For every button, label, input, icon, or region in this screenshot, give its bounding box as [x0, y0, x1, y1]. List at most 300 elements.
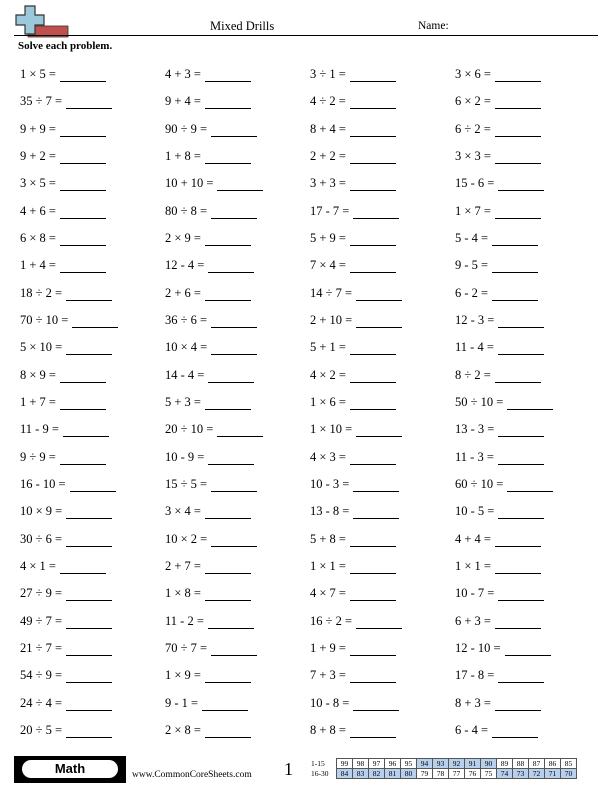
problem-text: 70 ÷ 7 = [165, 641, 208, 656]
problem-row [20, 553, 600, 580]
answer-blank[interactable] [350, 726, 396, 738]
answer-blank[interactable] [211, 644, 257, 656]
problem [165, 340, 310, 355]
answer-blank[interactable] [356, 316, 402, 328]
problem-text: 2 + 10 = [310, 313, 353, 328]
problem [20, 395, 165, 410]
problem-text: 3 + 3 = [310, 176, 346, 191]
problem [310, 313, 455, 328]
problem-text: 11 - 9 = [20, 422, 59, 437]
answer-blank[interactable] [205, 398, 251, 410]
score-cell: 97 [369, 759, 385, 769]
answer-blank[interactable] [211, 343, 257, 355]
answer-blank[interactable] [495, 152, 541, 164]
score-cell: 99 [337, 759, 353, 769]
problem [310, 204, 455, 219]
problem [165, 231, 310, 246]
problem [310, 122, 455, 137]
answer-blank[interactable] [495, 371, 541, 383]
answer-blank[interactable] [495, 699, 541, 711]
problem-row [20, 635, 600, 662]
answer-blank[interactable] [60, 234, 106, 246]
answer-blank[interactable] [66, 507, 112, 519]
problem [310, 231, 455, 246]
problem [20, 67, 165, 82]
answer-blank[interactable] [63, 425, 109, 437]
problem [455, 668, 600, 683]
problem [165, 532, 310, 547]
problem [310, 286, 455, 301]
problem-text: 11 - 4 = [455, 340, 494, 355]
answer-blank[interactable] [205, 507, 251, 519]
answer-blank[interactable] [202, 699, 248, 711]
problem [310, 149, 455, 164]
answer-blank[interactable] [350, 234, 396, 246]
problem-text: 2 + 2 = [310, 149, 346, 164]
problem-text: 9 - 1 = [165, 695, 199, 710]
problem [165, 122, 310, 137]
problem-text: 5 × 10 = [20, 340, 63, 355]
problem-text: 4 × 7 = [310, 586, 346, 601]
problem-row [20, 170, 600, 197]
answer-blank[interactable] [495, 97, 541, 109]
problem-text: 10 - 9 = [165, 449, 205, 464]
problem-text: 9 ÷ 9 = [20, 449, 56, 464]
answer-blank[interactable] [353, 699, 399, 711]
answer-blank[interactable] [211, 316, 257, 328]
problem [310, 641, 455, 656]
answer-blank[interactable] [217, 425, 263, 437]
problem [20, 614, 165, 629]
answer-blank[interactable] [66, 343, 112, 355]
score-row [310, 759, 577, 769]
problem-text: 5 + 1 = [310, 340, 346, 355]
answer-blank[interactable] [498, 425, 544, 437]
score-cell: 74 [497, 769, 513, 779]
problem [455, 559, 600, 574]
problem [310, 532, 455, 547]
answer-blank[interactable] [211, 125, 257, 137]
answer-blank[interactable] [217, 179, 263, 191]
problem [165, 368, 310, 383]
problem-text: 2 + 7 = [165, 559, 201, 574]
answer-blank[interactable] [507, 398, 553, 410]
problem-text: 1 × 1 = [455, 559, 491, 574]
subject-label: Math [22, 760, 118, 778]
problem-text: 36 ÷ 6 = [165, 313, 208, 328]
problem [310, 668, 455, 683]
problem-row [20, 198, 600, 225]
problem-text: 1 × 10 = [310, 422, 353, 437]
problem-text: 7 × 4 = [310, 258, 346, 273]
problem-text: 54 ÷ 9 = [20, 668, 63, 683]
answer-blank[interactable] [498, 179, 544, 191]
problem-text: 8 × 9 = [20, 367, 56, 382]
score-cell: 98 [353, 759, 369, 769]
problem [165, 204, 310, 219]
answer-blank[interactable] [492, 261, 538, 273]
answer-blank[interactable] [350, 371, 396, 383]
problem [310, 586, 455, 601]
problem-text: 14 ÷ 7 = [310, 285, 353, 300]
problem [20, 204, 165, 219]
problem [455, 258, 600, 273]
problem-text: 14 - 4 = [165, 367, 205, 382]
problem [20, 477, 165, 492]
problem [455, 614, 600, 629]
answer-blank[interactable] [353, 480, 399, 492]
problem [165, 286, 310, 301]
answer-blank[interactable] [356, 425, 402, 437]
answer-blank[interactable] [498, 589, 544, 601]
answer-blank[interactable] [350, 671, 396, 683]
problem [455, 122, 600, 137]
problem [455, 231, 600, 246]
problem [310, 614, 455, 629]
score-table [310, 758, 577, 779]
answer-blank[interactable] [495, 617, 541, 629]
problem [165, 614, 310, 629]
problem-text: 1 × 8 = [165, 586, 201, 601]
problem [455, 395, 600, 410]
problem-text: 3 × 4 = [165, 504, 201, 519]
answer-blank[interactable] [492, 726, 538, 738]
problem [310, 696, 455, 711]
problem [455, 641, 600, 656]
problem-row [20, 225, 600, 252]
answer-blank[interactable] [350, 152, 396, 164]
score-cell: 89 [497, 759, 513, 769]
answer-blank[interactable] [208, 453, 254, 465]
answer-blank[interactable] [350, 179, 396, 191]
answer-blank[interactable] [70, 480, 116, 492]
problem-text: 3 × 3 = [455, 149, 491, 164]
answer-blank[interactable] [211, 207, 257, 219]
problem-text: 1 + 4 = [20, 258, 56, 273]
answer-blank[interactable] [350, 453, 396, 465]
problem-text: 9 + 4 = [165, 94, 201, 109]
answer-blank[interactable] [498, 453, 544, 465]
problem-row [20, 362, 600, 389]
score-cell: 88 [513, 759, 529, 769]
answer-blank[interactable] [495, 562, 541, 574]
problem-text: 6 × 2 = [455, 94, 491, 109]
problem [310, 559, 455, 574]
answer-blank[interactable] [60, 70, 106, 82]
answer-blank[interactable] [353, 507, 399, 519]
score-cell: 96 [385, 759, 401, 769]
score-cell: 79 [417, 769, 433, 779]
answer-blank[interactable] [353, 207, 399, 219]
problem-row [20, 498, 600, 525]
problem-text: 6 + 3 = [455, 613, 491, 628]
problem [455, 723, 600, 738]
problem [20, 340, 165, 355]
answer-blank[interactable] [66, 671, 112, 683]
answer-blank[interactable] [60, 453, 106, 465]
answer-blank[interactable] [356, 289, 402, 301]
problem [165, 723, 310, 738]
problem [165, 559, 310, 574]
answer-blank[interactable] [498, 507, 544, 519]
answer-blank[interactable] [60, 398, 106, 410]
answer-blank[interactable] [66, 589, 112, 601]
problem-text: 24 ÷ 4 = [20, 695, 63, 710]
page-number: 1 [284, 759, 293, 779]
answer-blank[interactable] [492, 289, 538, 301]
problem [165, 258, 310, 273]
problem-text: 30 ÷ 6 = [20, 531, 63, 546]
answer-blank[interactable] [205, 589, 251, 601]
problem [455, 204, 600, 219]
problem [20, 122, 165, 137]
answer-blank[interactable] [498, 316, 544, 328]
answer-blank[interactable] [205, 671, 251, 683]
problem-row [20, 471, 600, 498]
problem-grid [20, 61, 600, 744]
problem [20, 586, 165, 601]
problem [455, 149, 600, 164]
problem [455, 477, 600, 492]
problem-text: 5 + 8 = [310, 531, 346, 546]
answer-blank[interactable] [350, 644, 396, 656]
problem-text: 5 - 4 = [455, 231, 489, 246]
answer-blank[interactable] [498, 343, 544, 355]
problem [20, 422, 165, 437]
problem-text: 90 ÷ 9 = [165, 121, 208, 136]
score-cell: 90 [481, 759, 497, 769]
problem-text: 11 - 2 = [165, 613, 204, 628]
problem-text: 6 - 2 = [455, 285, 489, 300]
problem [165, 313, 310, 328]
problem-text: 15 - 6 = [455, 176, 495, 191]
answer-blank[interactable] [350, 70, 396, 82]
problem [310, 67, 455, 82]
problem-text: 27 ÷ 9 = [20, 586, 63, 601]
answer-blank[interactable] [60, 207, 106, 219]
problem-text: 2 + 6 = [165, 285, 201, 300]
score-cell: 83 [353, 769, 369, 779]
problem-row [20, 717, 600, 744]
problem-row [20, 143, 600, 170]
answer-blank[interactable] [505, 644, 551, 656]
answer-blank[interactable] [495, 70, 541, 82]
score-cell: 95 [401, 759, 417, 769]
problem-text: 3 × 6 = [455, 67, 491, 82]
answer-blank[interactable] [208, 617, 254, 629]
problem-text: 4 + 3 = [165, 67, 201, 82]
score-cell: 78 [433, 769, 449, 779]
problem-row [20, 61, 600, 88]
answer-blank[interactable] [205, 70, 251, 82]
header-divider [14, 35, 598, 36]
answer-blank[interactable] [492, 234, 538, 246]
problem [455, 504, 600, 519]
answer-blank[interactable] [66, 97, 112, 109]
answer-blank[interactable] [60, 562, 106, 574]
problem [310, 723, 455, 738]
answer-blank[interactable] [350, 535, 396, 547]
answer-blank[interactable] [350, 589, 396, 601]
problem-row [20, 416, 600, 443]
problem [165, 450, 310, 465]
problem-text: 4 × 2 = [310, 367, 346, 382]
answer-blank[interactable] [66, 644, 112, 656]
footer [14, 756, 599, 783]
problem-text: 9 - 5 = [455, 258, 489, 273]
problem [165, 586, 310, 601]
score-cell: 91 [465, 759, 481, 769]
site-url: www.CommonCoreSheets.com [132, 770, 252, 780]
problem-text: 5 + 9 = [310, 231, 346, 246]
answer-blank[interactable] [66, 535, 112, 547]
problem-text: 16 ÷ 2 = [310, 613, 353, 628]
problem [20, 258, 165, 273]
answer-blank[interactable] [72, 316, 118, 328]
answer-blank[interactable] [205, 562, 251, 574]
problem [455, 94, 600, 109]
answer-blank[interactable] [208, 371, 254, 383]
problem-row [20, 580, 600, 607]
answer-blank[interactable] [350, 125, 396, 137]
problem [455, 532, 600, 547]
problem-text: 10 × 4 = [165, 340, 208, 355]
problem-text: 9 + 2 = [20, 149, 56, 164]
problem [165, 696, 310, 711]
answer-blank[interactable] [507, 480, 553, 492]
problem [20, 450, 165, 465]
problem-text: 9 + 9 = [20, 121, 56, 136]
problem [455, 286, 600, 301]
answer-blank[interactable] [350, 398, 396, 410]
score-cell: 72 [529, 769, 545, 779]
answer-blank[interactable] [205, 289, 251, 301]
problem-row [20, 690, 600, 717]
score-cell: 85 [561, 759, 577, 769]
problem [455, 176, 600, 191]
score-cell: 94 [417, 759, 433, 769]
answer-blank[interactable] [208, 261, 254, 273]
answer-blank[interactable] [205, 97, 251, 109]
problem-text: 60 ÷ 10 = [455, 477, 504, 492]
answer-blank[interactable] [350, 562, 396, 574]
answer-blank[interactable] [495, 207, 541, 219]
problem [20, 94, 165, 109]
problem-text: 3 ÷ 1 = [310, 67, 346, 82]
problem [455, 340, 600, 355]
answer-blank[interactable] [66, 617, 112, 629]
answer-blank[interactable] [350, 261, 396, 273]
problem-text: 8 + 8 = [310, 723, 346, 738]
problem-text: 6 ÷ 2 = [455, 121, 491, 136]
problem [20, 723, 165, 738]
answer-blank[interactable] [66, 289, 112, 301]
problem-text: 21 ÷ 7 = [20, 641, 63, 656]
problem [165, 176, 310, 191]
answer-blank[interactable] [60, 179, 106, 191]
problem-text: 5 + 3 = [165, 395, 201, 410]
problem-text: 4 × 1 = [20, 559, 56, 574]
problem [310, 395, 455, 410]
problem-text: 10 - 5 = [455, 504, 495, 519]
score-cell: 71 [545, 769, 561, 779]
problem-text: 70 ÷ 10 = [20, 313, 69, 328]
answer-blank[interactable] [60, 152, 106, 164]
problem [165, 94, 310, 109]
answer-blank[interactable] [350, 97, 396, 109]
problem-text: 20 ÷ 5 = [20, 723, 63, 738]
problem-text: 80 ÷ 8 = [165, 203, 208, 218]
answer-blank[interactable] [66, 726, 112, 738]
answer-blank[interactable] [205, 726, 251, 738]
problem [165, 641, 310, 656]
problem [310, 176, 455, 191]
answer-blank[interactable] [498, 671, 544, 683]
problem [455, 422, 600, 437]
problem-text: 50 ÷ 10 = [455, 395, 504, 410]
problem-text: 4 × 3 = [310, 449, 346, 464]
problem-text: 15 ÷ 5 = [165, 477, 208, 492]
problem-text: 1 × 6 = [310, 395, 346, 410]
problem [455, 450, 600, 465]
problem-text: 8 ÷ 2 = [455, 367, 491, 382]
problem-text: 10 + 10 = [165, 176, 214, 191]
answer-blank[interactable] [495, 535, 541, 547]
problem [165, 149, 310, 164]
answer-blank[interactable] [495, 125, 541, 137]
problem [20, 559, 165, 574]
answer-blank[interactable] [66, 699, 112, 711]
answer-blank[interactable] [350, 343, 396, 355]
problem-text: 13 - 3 = [455, 422, 495, 437]
problem-text: 12 - 10 = [455, 641, 501, 656]
problem-row [20, 88, 600, 115]
problem-row [20, 526, 600, 553]
score-cell: 93 [433, 759, 449, 769]
problem-text: 10 × 2 = [165, 531, 208, 546]
problem-row [20, 280, 600, 307]
answer-blank[interactable] [60, 371, 106, 383]
problem-row [20, 444, 600, 471]
score-cell: 80 [401, 769, 417, 779]
name-label: Name: [418, 20, 449, 32]
problem-text: 12 - 3 = [455, 313, 495, 328]
worksheet-title: Mixed Drills [210, 19, 275, 33]
answer-blank[interactable] [356, 617, 402, 629]
problem-text: 10 - 3 = [310, 477, 350, 492]
answer-blank[interactable] [205, 234, 251, 246]
problem [310, 258, 455, 273]
answer-blank[interactable] [60, 125, 106, 137]
answer-blank[interactable] [205, 152, 251, 164]
answer-blank[interactable] [60, 261, 106, 273]
problem [165, 395, 310, 410]
score-cell: 70 [561, 769, 577, 779]
answer-blank[interactable] [211, 535, 257, 547]
subject-banner [14, 756, 126, 783]
score-cell: 77 [449, 769, 465, 779]
problem [20, 368, 165, 383]
problem-row [20, 389, 600, 416]
problem [20, 313, 165, 328]
problem-text: 16 - 10 = [20, 477, 66, 492]
problem [310, 477, 455, 492]
problem-text: 1 × 5 = [20, 67, 56, 82]
answer-blank[interactable] [211, 480, 257, 492]
score-cell: 86 [545, 759, 561, 769]
problem [310, 422, 455, 437]
problem [310, 94, 455, 109]
